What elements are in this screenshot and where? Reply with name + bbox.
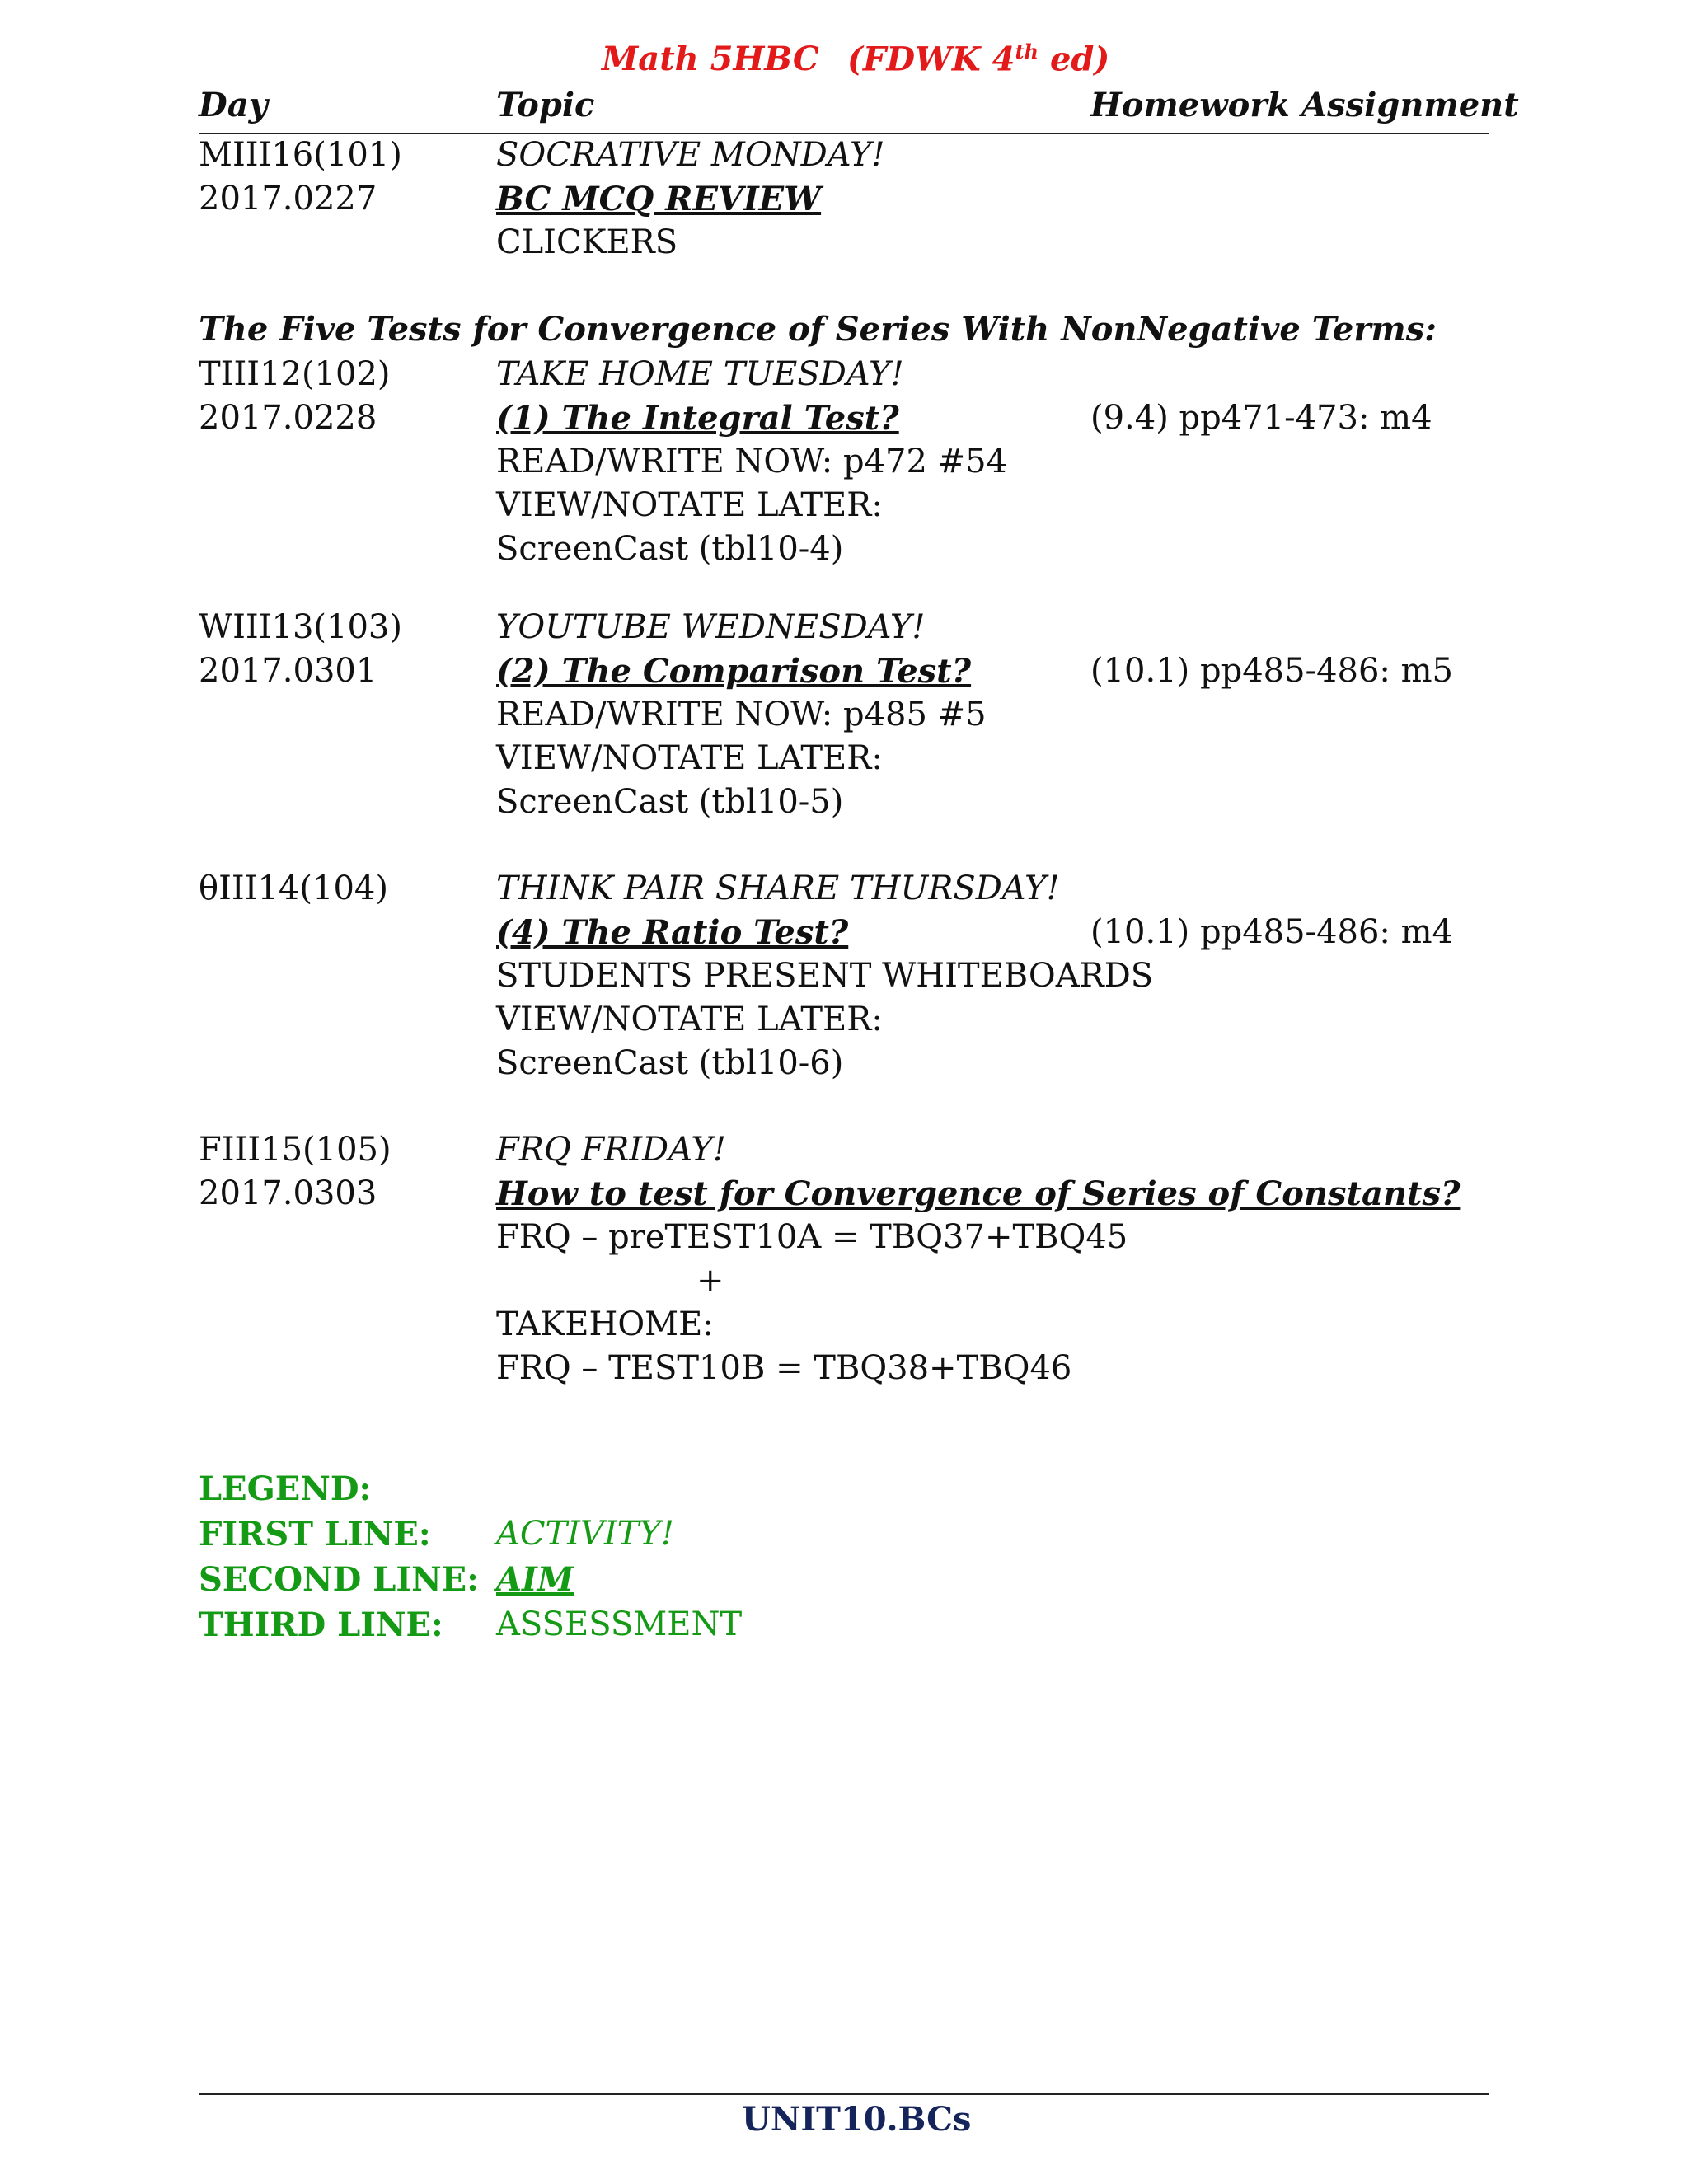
entry-homework: (10.1) pp485-486: m5 bbox=[1090, 652, 1453, 690]
legend-second-value: AIM bbox=[496, 1560, 574, 1599]
entry-line: VIEW/NOTATE LATER: bbox=[496, 486, 883, 524]
legend-first-value: ACTIVITY! bbox=[496, 1515, 674, 1553]
entry-activity: TAKE HOME TUESDAY! bbox=[496, 355, 904, 393]
entry-date: 2017.0303 bbox=[199, 1174, 377, 1212]
column-header-topic: Topic bbox=[496, 86, 595, 124]
entry-line: FRQ – TEST10B = TBQ38+TBQ46 bbox=[496, 1349, 1072, 1387]
entry-activity: FRQ FRIDAY! bbox=[496, 1131, 726, 1169]
entry-aim: (4) The Ratio Test? bbox=[496, 913, 849, 952]
entry-homework: (9.4) pp471-473: m4 bbox=[1090, 399, 1432, 437]
entry-line: STUDENTS PRESENT WHITEBOARDS bbox=[496, 957, 1154, 995]
edition-title: (FDWK 4th ed) bbox=[847, 40, 1110, 79]
footer-label: UNIT10.BCs bbox=[742, 2100, 972, 2139]
legend-first-label: FIRST LINE: bbox=[199, 1515, 431, 1554]
entry-day: TIII12(102) bbox=[199, 355, 391, 393]
entry-activity: YOUTUBE WEDNESDAY! bbox=[496, 608, 926, 646]
entry-line: READ/WRITE NOW: p485 #5 bbox=[496, 696, 987, 733]
column-header-homework: Homework Assignment bbox=[1090, 86, 1519, 124]
entry-day: WIII13(103) bbox=[199, 608, 402, 646]
entry-activity: THINK PAIR SHARE THURSDAY! bbox=[496, 869, 1060, 907]
entry-homework: (10.1) pp485-486: m4 bbox=[1090, 913, 1453, 951]
entry-day: MIII16(101) bbox=[199, 136, 402, 174]
entry-aim: (1) The Integral Test? bbox=[496, 399, 899, 438]
course-title bbox=[602, 40, 819, 78]
entry-line: VIEW/NOTATE LATER: bbox=[496, 739, 883, 777]
footer-divider bbox=[199, 2093, 1489, 2095]
column-header-day: Day bbox=[199, 86, 268, 124]
entry-date: 2017.0301 bbox=[199, 652, 377, 690]
legend-title: LEGEND: bbox=[199, 1469, 372, 1508]
entry-day: FIII15(105) bbox=[199, 1131, 392, 1169]
entry-date: 2017.0228 bbox=[199, 399, 377, 437]
entry-aim: How to test for Convergence of Series of Constants? bbox=[496, 1174, 1461, 1213]
entry-line: ScreenCast (tbl10-6) bbox=[496, 1044, 844, 1082]
section-heading: The Five Tests for Convergence of Series With NonNegative Terms: bbox=[199, 310, 1437, 349]
entry-activity: SOCRATIVE MONDAY! bbox=[496, 136, 885, 174]
entry-aim: BC MCQ REVIEW bbox=[496, 180, 822, 218]
legend-third-value: ASSESSMENT bbox=[496, 1605, 743, 1643]
entry-line: + bbox=[696, 1262, 724, 1300]
legend-third-label: THIRD LINE: bbox=[199, 1605, 443, 1644]
entry-line: ScreenCast (tbl10-5) bbox=[496, 783, 844, 821]
course-name: Math 5HBC bbox=[602, 40, 819, 78]
legend-second-label: SECOND LINE: bbox=[199, 1560, 479, 1599]
entry-date: 2017.0227 bbox=[199, 180, 377, 218]
entry-line: FRQ – preTEST10A = TBQ37+TBQ45 bbox=[496, 1218, 1128, 1256]
entry-line: CLICKERS bbox=[496, 223, 678, 261]
entry-line: ScreenCast (tbl10-4) bbox=[496, 530, 844, 568]
entry-line: READ/WRITE NOW: p472 #54 bbox=[496, 443, 1008, 480]
entry-line: VIEW/NOTATE LATER: bbox=[496, 1001, 883, 1038]
entry-line: TAKEHOME: bbox=[496, 1305, 714, 1343]
entry-aim: (2) The Comparison Test? bbox=[496, 652, 972, 691]
entry-day: θIII14(104) bbox=[199, 869, 388, 907]
